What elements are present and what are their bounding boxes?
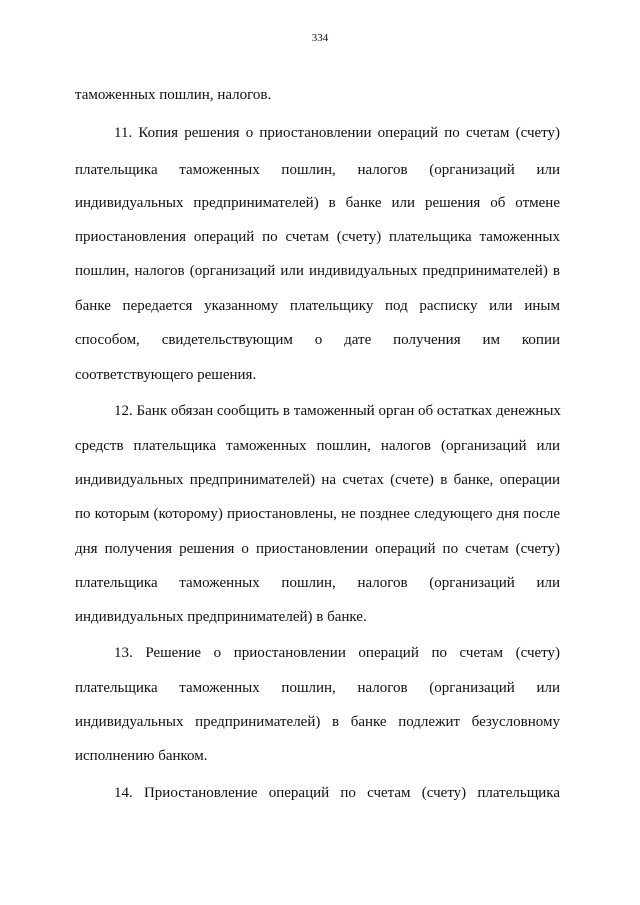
text-line: индивидуальных предпринимателей) в банке подлежит безусловному <box>75 714 560 730</box>
text-line: индивидуальных предпринимателей) на счетах (счете) в банке, операции <box>75 472 560 488</box>
text-line: пошлин, налогов (организаций или индивидуальных предпринимателей) в <box>75 263 560 279</box>
text-line: индивидуальных предпринимателей) в банке. <box>75 609 367 625</box>
text-line: способом, свидетельствующим о дате получения им копии <box>75 332 560 348</box>
text-line: средств плательщика таможенных пошлин, налогов (организаций или <box>75 438 560 454</box>
page-number: 334 <box>311 32 329 44</box>
text-line: по которым (которому) приостановлены, не позднее следующего дня после <box>75 506 560 522</box>
paragraph-11-line: 11. Копия решения о приостановлении операций по счетам (счету) <box>114 125 560 141</box>
text-line: исполнению банком. <box>75 748 208 764</box>
text-line: соответствующего решения. <box>75 367 257 383</box>
text-line: индивидуальных предпринимателей) в банке или решения об отмене <box>75 195 560 211</box>
text-line: плательщика таможенных пошлин, налогов (организаций или <box>75 680 560 696</box>
paragraph-14-line: 14. Приостановление операций по счетам (счету) плательщика <box>114 785 560 801</box>
text-line: дня получения решения о приостановлении операций по счетам (счету) <box>75 541 560 557</box>
text-line: таможенных пошлин, налогов. <box>75 87 272 103</box>
paragraph-13-line: 13. Решение о приостановлении операций по счетам (счету) <box>114 645 560 661</box>
text-line: приостановления операций по счетам (счету) плательщика таможенных <box>75 229 560 245</box>
text-line: плательщика таможенных пошлин, налогов (организаций или <box>75 162 560 178</box>
paragraph-12-line: 12. Банк обязан сообщить в таможенный орган об остатках денежных <box>114 403 561 419</box>
text-line: банке передается указанному плательщику под расписку или иным <box>75 298 560 314</box>
text-line: плательщика таможенных пошлин, налогов (организаций или <box>75 575 560 591</box>
